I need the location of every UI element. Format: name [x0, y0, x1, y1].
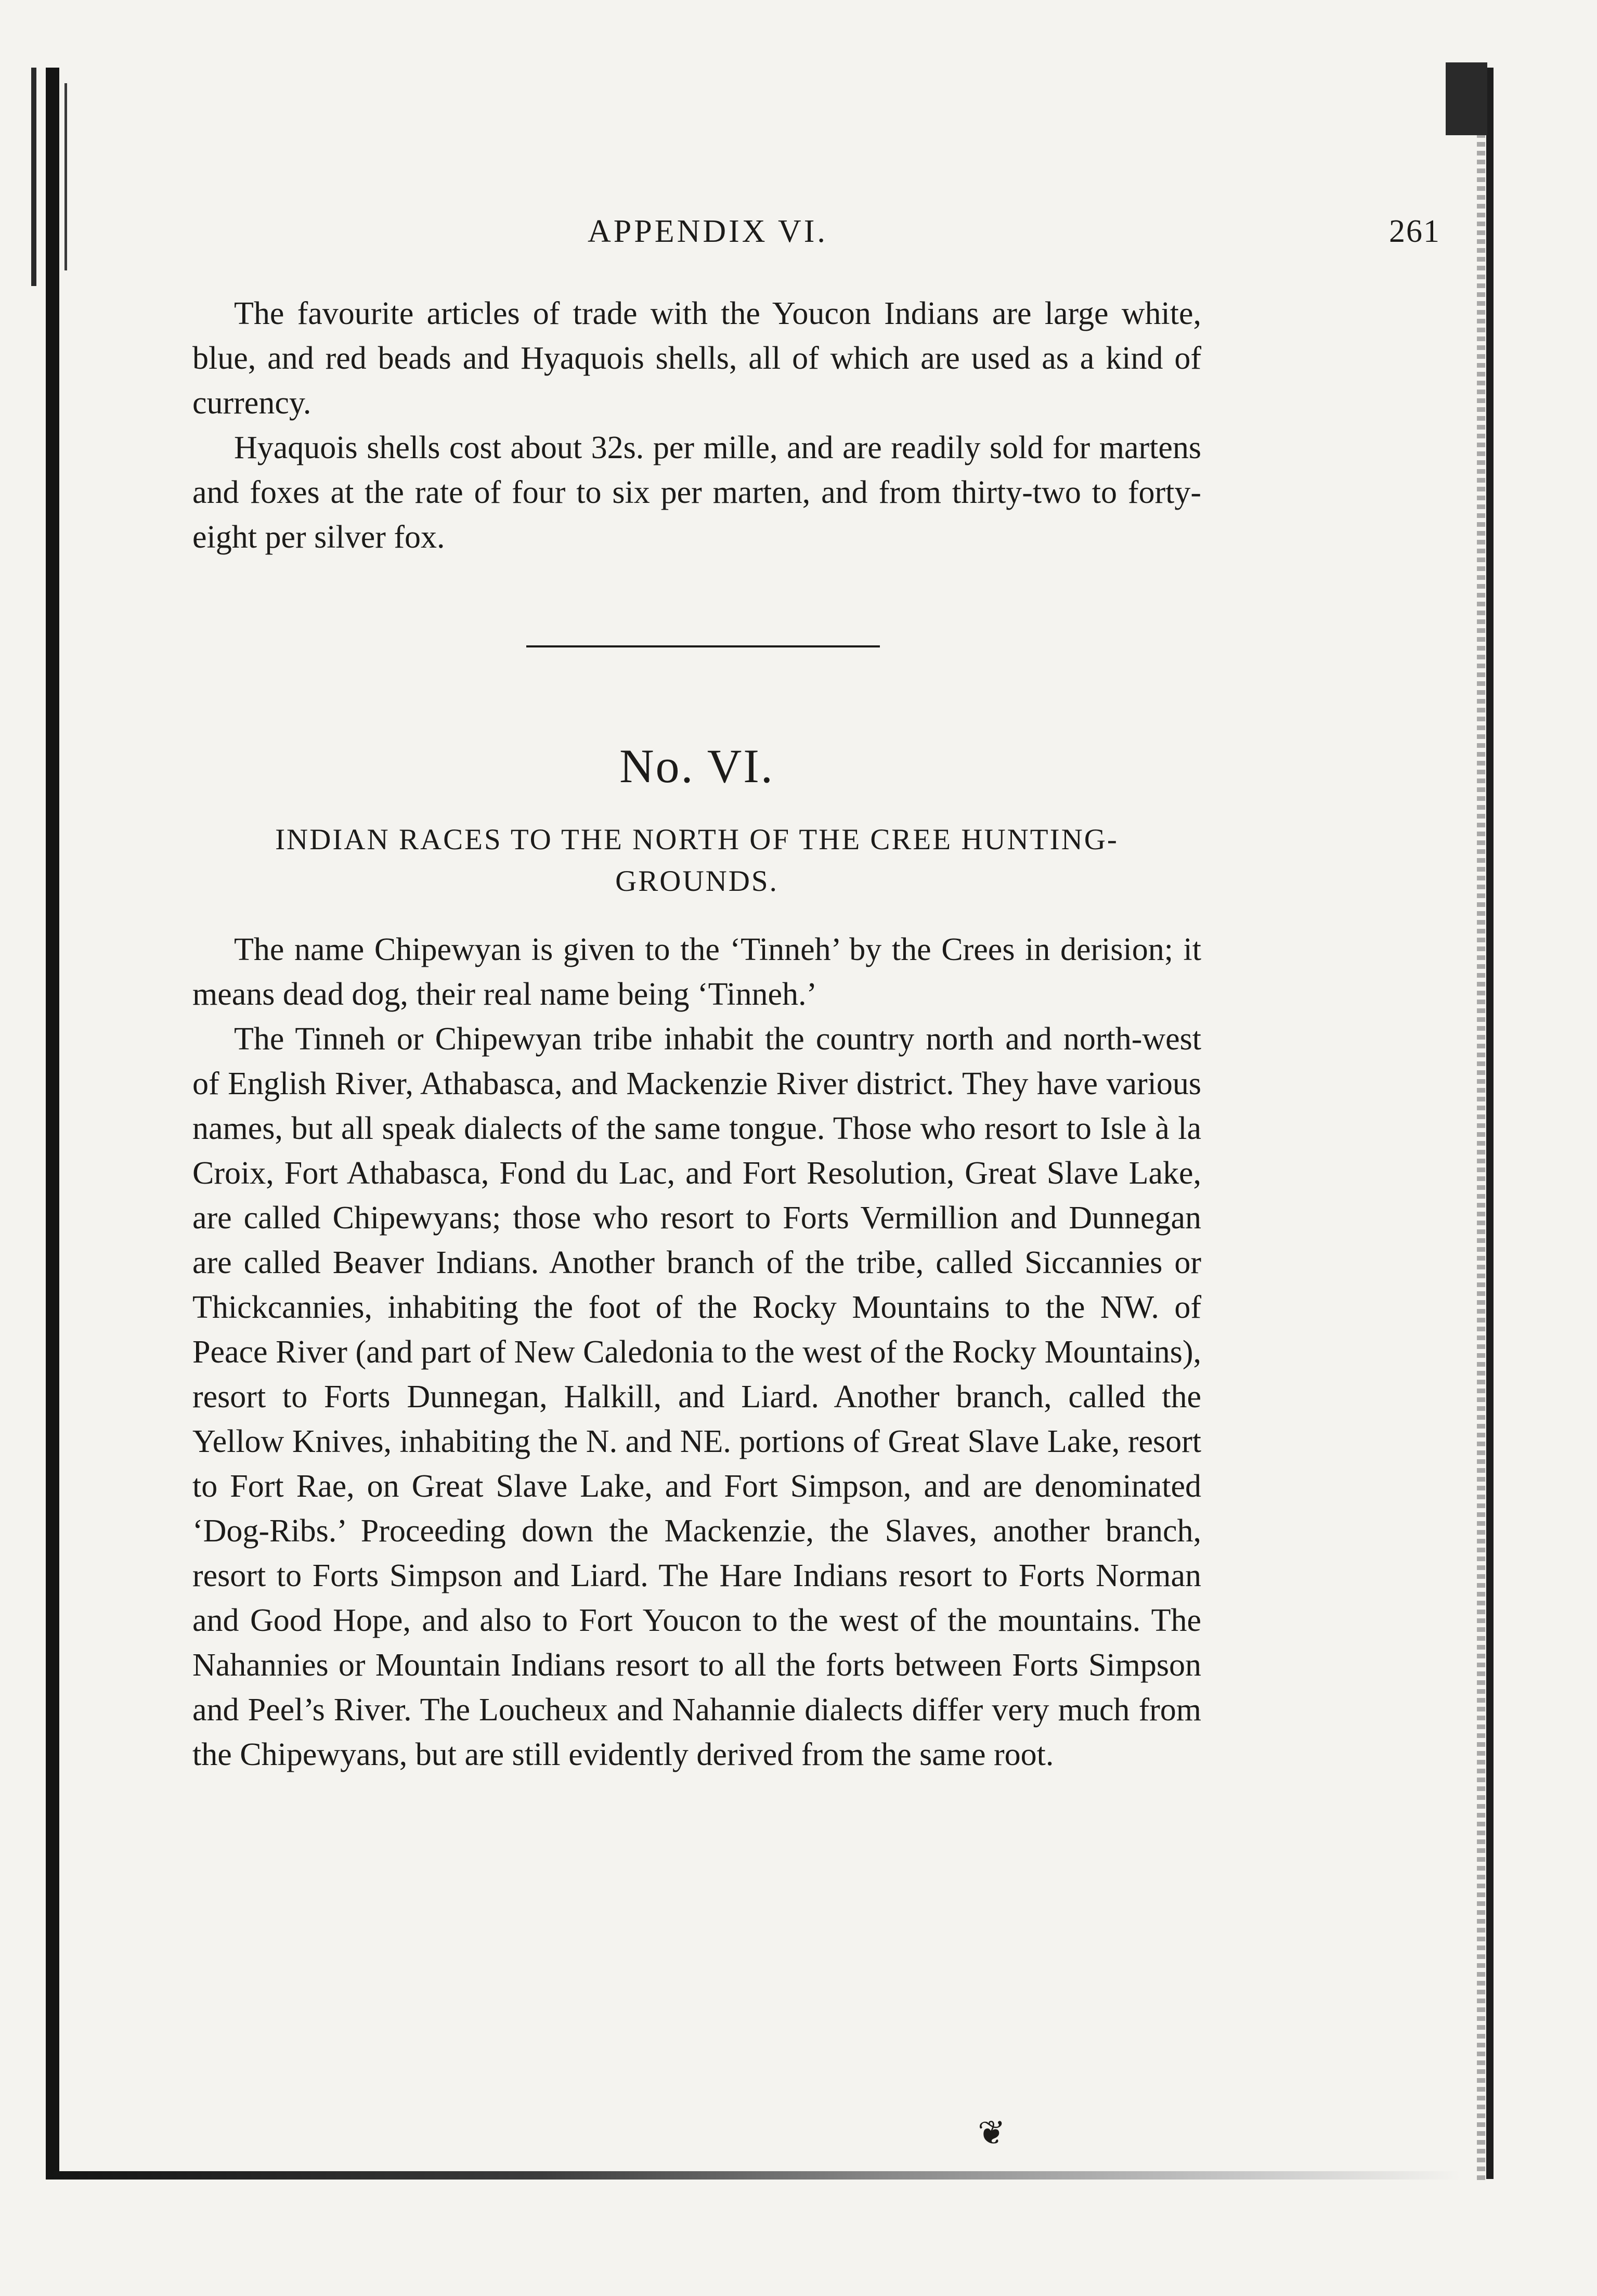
printer-ornament-icon: ❦: [978, 2115, 1006, 2151]
right-page-edge-texture: [1477, 62, 1485, 2184]
paragraph-chipewyan-name: The name Chipewyan is given to the ‘Tinneh’ by the Crees in derision; it means dead dog, their real name being ‘Tinneh.’: [192, 932, 1201, 1012]
section-number: No. VI.: [619, 740, 774, 793]
left-binding-edge: [31, 68, 36, 286]
left-binding-edge-inner: [64, 83, 67, 270]
running-head: [192, 213, 1440, 255]
page-number: 261: [1389, 214, 1440, 249]
paragraph-tinneh-tribe: The Tinneh or Chipewyan tribe inhabit the country north and north-west of English River, Athabasca, and Mackenzie River district. They have various names, but all speak dialects of the same tongue. Those who resort to Isle à la Croix, Fort Athabasca, Fond du Lac, and Fort Resolution, Great Slave Lake, are called Chipewyans; those who resort to Forts Vermillion and Dunnegan are called Beaver Indians. Another branch of the tribe, called Siccannies or Thickcannies, inhabiting the foot of the Rocky Mountains to the NW. of Peace River (and part of New Caledonia to the west of the Rocky Mountains), resort to Forts Dunnegan, Halkill, and Liard. Another branch, called the Yellow Knives, inhabiting the N. and NE. portions of Great Slave Lake, resort to Fort Rae, on Great Slave Lake, and Fort Simpson, and are denominated ‘Dog-Ribs.’ Proceeding down the Mackenzie, the Slaves, another branch, resort to Forts Simpson and Liard. The Hare Indians resort to Forts Norman and Good Hope, and also to Fort Youcon to the west of the mountains. The Nahannies or Mountain Indians resort to all the forts between Forts Simpson and Peel’s River. The Loucheux and Nahannie dialects differ very much from the Chipewyans, but are still evidently derived from the same root.: [192, 1021, 1201, 1772]
paragraph-hyaquois-shells: Hyaquois shells cost about 32s. per mille, and are readily sold for martens and foxes at the rate of four to six per marten, and from thirty-two to forty-eight per silver fox.: [192, 430, 1201, 555]
running-head-title: APPENDIX VI.: [588, 214, 828, 249]
section-heading: INDIAN RACES TO THE NORTH OF THE CREE HUNTING-GROUNDS.: [275, 823, 1119, 898]
bottom-page-edge: [46, 2171, 1460, 2180]
paragraph-trade-articles: The favourite articles of trade with the Youcon Indians are large white, blue, and red beads and Hyaquois shells, all of which are used as a kind of currency.: [192, 296, 1201, 421]
right-page-corner: [1446, 62, 1487, 135]
section-divider-rule: [526, 645, 880, 647]
left-binding-shadow: [46, 68, 59, 2179]
right-page-edge: [1486, 68, 1494, 2179]
